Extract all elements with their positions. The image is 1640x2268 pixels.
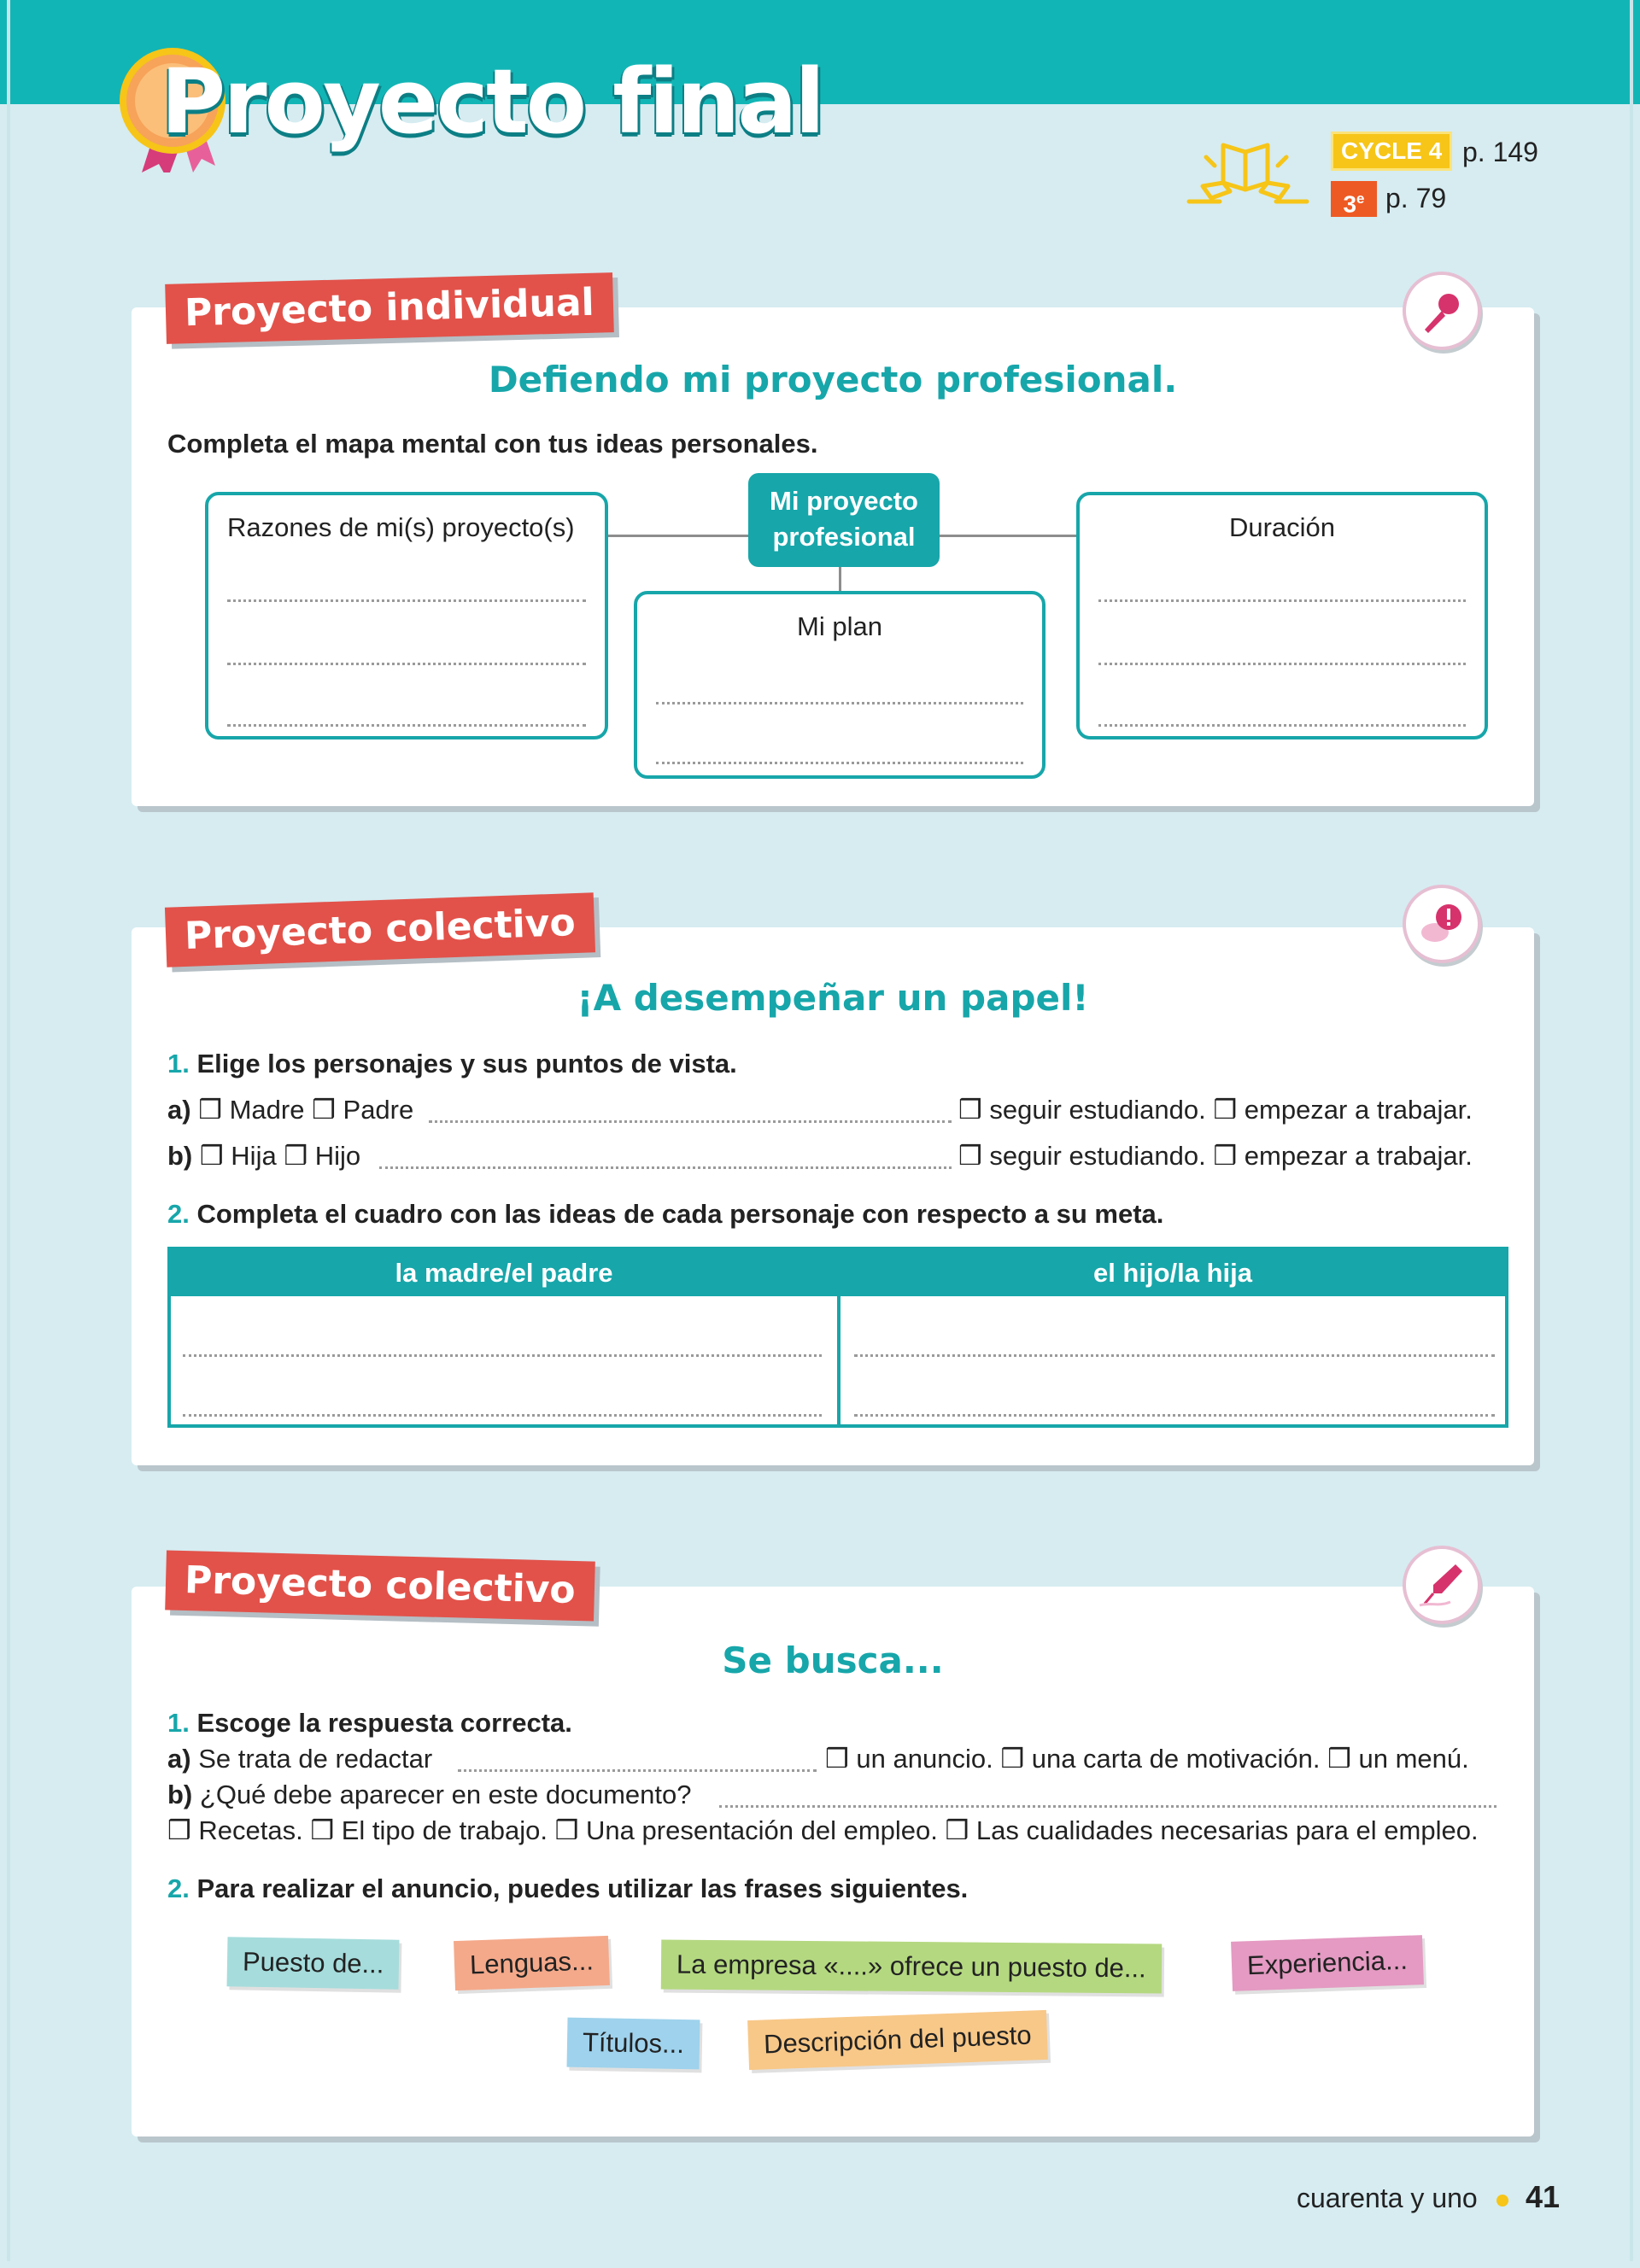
section-wanted-title: Se busca... [722, 1640, 944, 1681]
row-b-letter: b) [167, 1141, 193, 1171]
row-b-options[interactable]: ❒ seguir estudiando. ❒ empezar a trabajar. [958, 1141, 1473, 1171]
footer-page-words: cuarenta y uno [1297, 2183, 1478, 2213]
table-column-divider [837, 1250, 840, 1424]
microphone-icon [1416, 285, 1467, 336]
map-center-line1: Mi proyecto [770, 486, 918, 516]
answer-line[interactable] [656, 702, 1023, 704]
answer-line[interactable] [1098, 663, 1466, 665]
question-b [167, 1780, 692, 1810]
q2-number: 2. [167, 1873, 190, 1903]
question-a-letter: a) [167, 1744, 191, 1774]
map-connector-right [940, 535, 1078, 537]
section-wanted-q2 [167, 1873, 968, 1904]
section-wanted-q1 [167, 1708, 572, 1739]
page-title: Proyecto final [161, 50, 823, 154]
question-b-letter: b) [167, 1780, 193, 1809]
checkbox-hija[interactable]: ❒ Hija [199, 1141, 277, 1171]
cycle-page-ref: p. 149 [1462, 137, 1538, 167]
q1-text: Escoge la respuesta correcta. [196, 1708, 572, 1738]
map-connector-down [839, 567, 841, 593]
col-header-child: el hijo/la hija [1092, 1258, 1253, 1288]
ideas-table [167, 1247, 1508, 1428]
phrase-sticker-titulos: Títulos... [567, 2018, 700, 2070]
phrase-sticker-experiencia: Experiencia... [1231, 1935, 1424, 1991]
q1-number: 1. [167, 1049, 190, 1078]
phrase-sticker-descripcion: Descripción del puesto [747, 2010, 1047, 2070]
cycle-badge: CYCLE 4 [1331, 132, 1452, 171]
tag-proyecto-colectivo-1: Proyecto colectivo [165, 892, 595, 967]
answer-line[interactable] [656, 762, 1023, 764]
row-b [167, 1141, 360, 1172]
row-a [167, 1095, 413, 1125]
third-page-ref: p. 79 [1385, 183, 1447, 213]
answer-line[interactable] [227, 599, 586, 602]
fountain-pen-icon [1416, 1559, 1467, 1610]
map-box-reasons [205, 492, 608, 739]
third-badge-number: 3 [1343, 190, 1357, 218]
answer-line[interactable] [183, 1414, 822, 1417]
row-a-letter: a) [167, 1095, 191, 1125]
map-center-line2: profesional [772, 522, 916, 552]
question-a-text: Se trata de redactar [198, 1744, 433, 1774]
checkbox-padre[interactable]: ❒ Padre [312, 1095, 414, 1125]
answer-line[interactable] [429, 1120, 952, 1123]
tag-proyecto-colectivo-2: Proyecto colectivo [165, 1550, 594, 1621]
speech-bubble-alert-icon [1416, 898, 1467, 950]
answer-line[interactable] [1098, 599, 1466, 602]
microphone-icon-badge [1403, 272, 1481, 350]
section-role-q2 [167, 1199, 1163, 1230]
phrase-sticker-puesto: Puesto de... [227, 1937, 400, 1990]
phrase-sticker-empresa: La empresa «....» ofrece un puesto de... [661, 1939, 1162, 1993]
tag-proyecto-individual: Proyecto individual [165, 272, 613, 344]
pen-icon-badge [1403, 1546, 1481, 1624]
answer-line[interactable] [854, 1354, 1495, 1357]
section-role-q1 [167, 1049, 737, 1079]
third-badge [1331, 181, 1377, 217]
map-center-node [748, 473, 940, 567]
q2-text: Completa el cuadro con las ideas de cada personaje con respecto a su meta. [196, 1199, 1164, 1229]
answer-line[interactable] [719, 1805, 1496, 1808]
map-box-duration [1076, 492, 1488, 739]
row-a-options[interactable]: ❒ seguir estudiando. ❒ empezar a trabajar. [958, 1095, 1473, 1125]
question-b-options[interactable]: ❒ Recetas. ❒ El tipo de trabajo. ❒ Una presentación del empleo. ❒ Las cualidades necesarias para el empleo. [167, 1815, 1479, 1845]
phrase-sticker-lenguas: Lenguas... [454, 1936, 610, 1990]
checkbox-madre[interactable]: ❒ Madre [198, 1095, 305, 1125]
open-book-hands-icon [1186, 137, 1310, 207]
section-role-title: ¡A desempeñar un papel! [577, 977, 1089, 1019]
col-header-parent: la madre/el padre [395, 1258, 613, 1288]
q2-text: Para realizar el anuncio, puedes utilizar las frases siguientes. [196, 1873, 969, 1903]
speech-bubble-icon-badge [1403, 885, 1481, 963]
map-connector-left [606, 535, 748, 537]
footer-page-number: 41 [1526, 2179, 1561, 2214]
answer-line[interactable] [379, 1166, 952, 1169]
q2-number: 2. [167, 1199, 190, 1229]
third-badge-sup: e [1356, 190, 1365, 207]
question-a-options[interactable]: ❒ un anuncio. ❒ una carta de motivación. ❒ un menú. [825, 1744, 1469, 1774]
map-box-plan [634, 591, 1046, 779]
answer-line[interactable] [227, 724, 586, 727]
answer-line[interactable] [1098, 724, 1466, 727]
map-box-reasons-label: Razones de mi(s) proyecto(s) [227, 512, 575, 542]
map-box-plan-label: Mi plan [797, 611, 882, 641]
question-a [167, 1744, 432, 1774]
answer-line[interactable] [227, 663, 586, 665]
answer-line[interactable] [183, 1354, 822, 1357]
question-b-text: ¿Qué debe aparecer en este documento? [199, 1780, 692, 1809]
answer-line[interactable] [854, 1414, 1495, 1417]
answer-line[interactable] [458, 1769, 817, 1772]
q1-number: 1. [167, 1708, 190, 1738]
map-box-duration-label: Duración [1228, 512, 1336, 542]
section-individual-instruction: Completa el mapa mental con tus ideas personales. [167, 429, 818, 459]
section-individual-title: Defiendo mi proyecto profesional. [488, 359, 1178, 400]
footer-dot [1496, 2195, 1508, 2207]
q1-text: Elige los personajes y sus puntos de vista. [196, 1049, 737, 1078]
checkbox-hijo[interactable]: ❒ Hijo [284, 1141, 361, 1171]
